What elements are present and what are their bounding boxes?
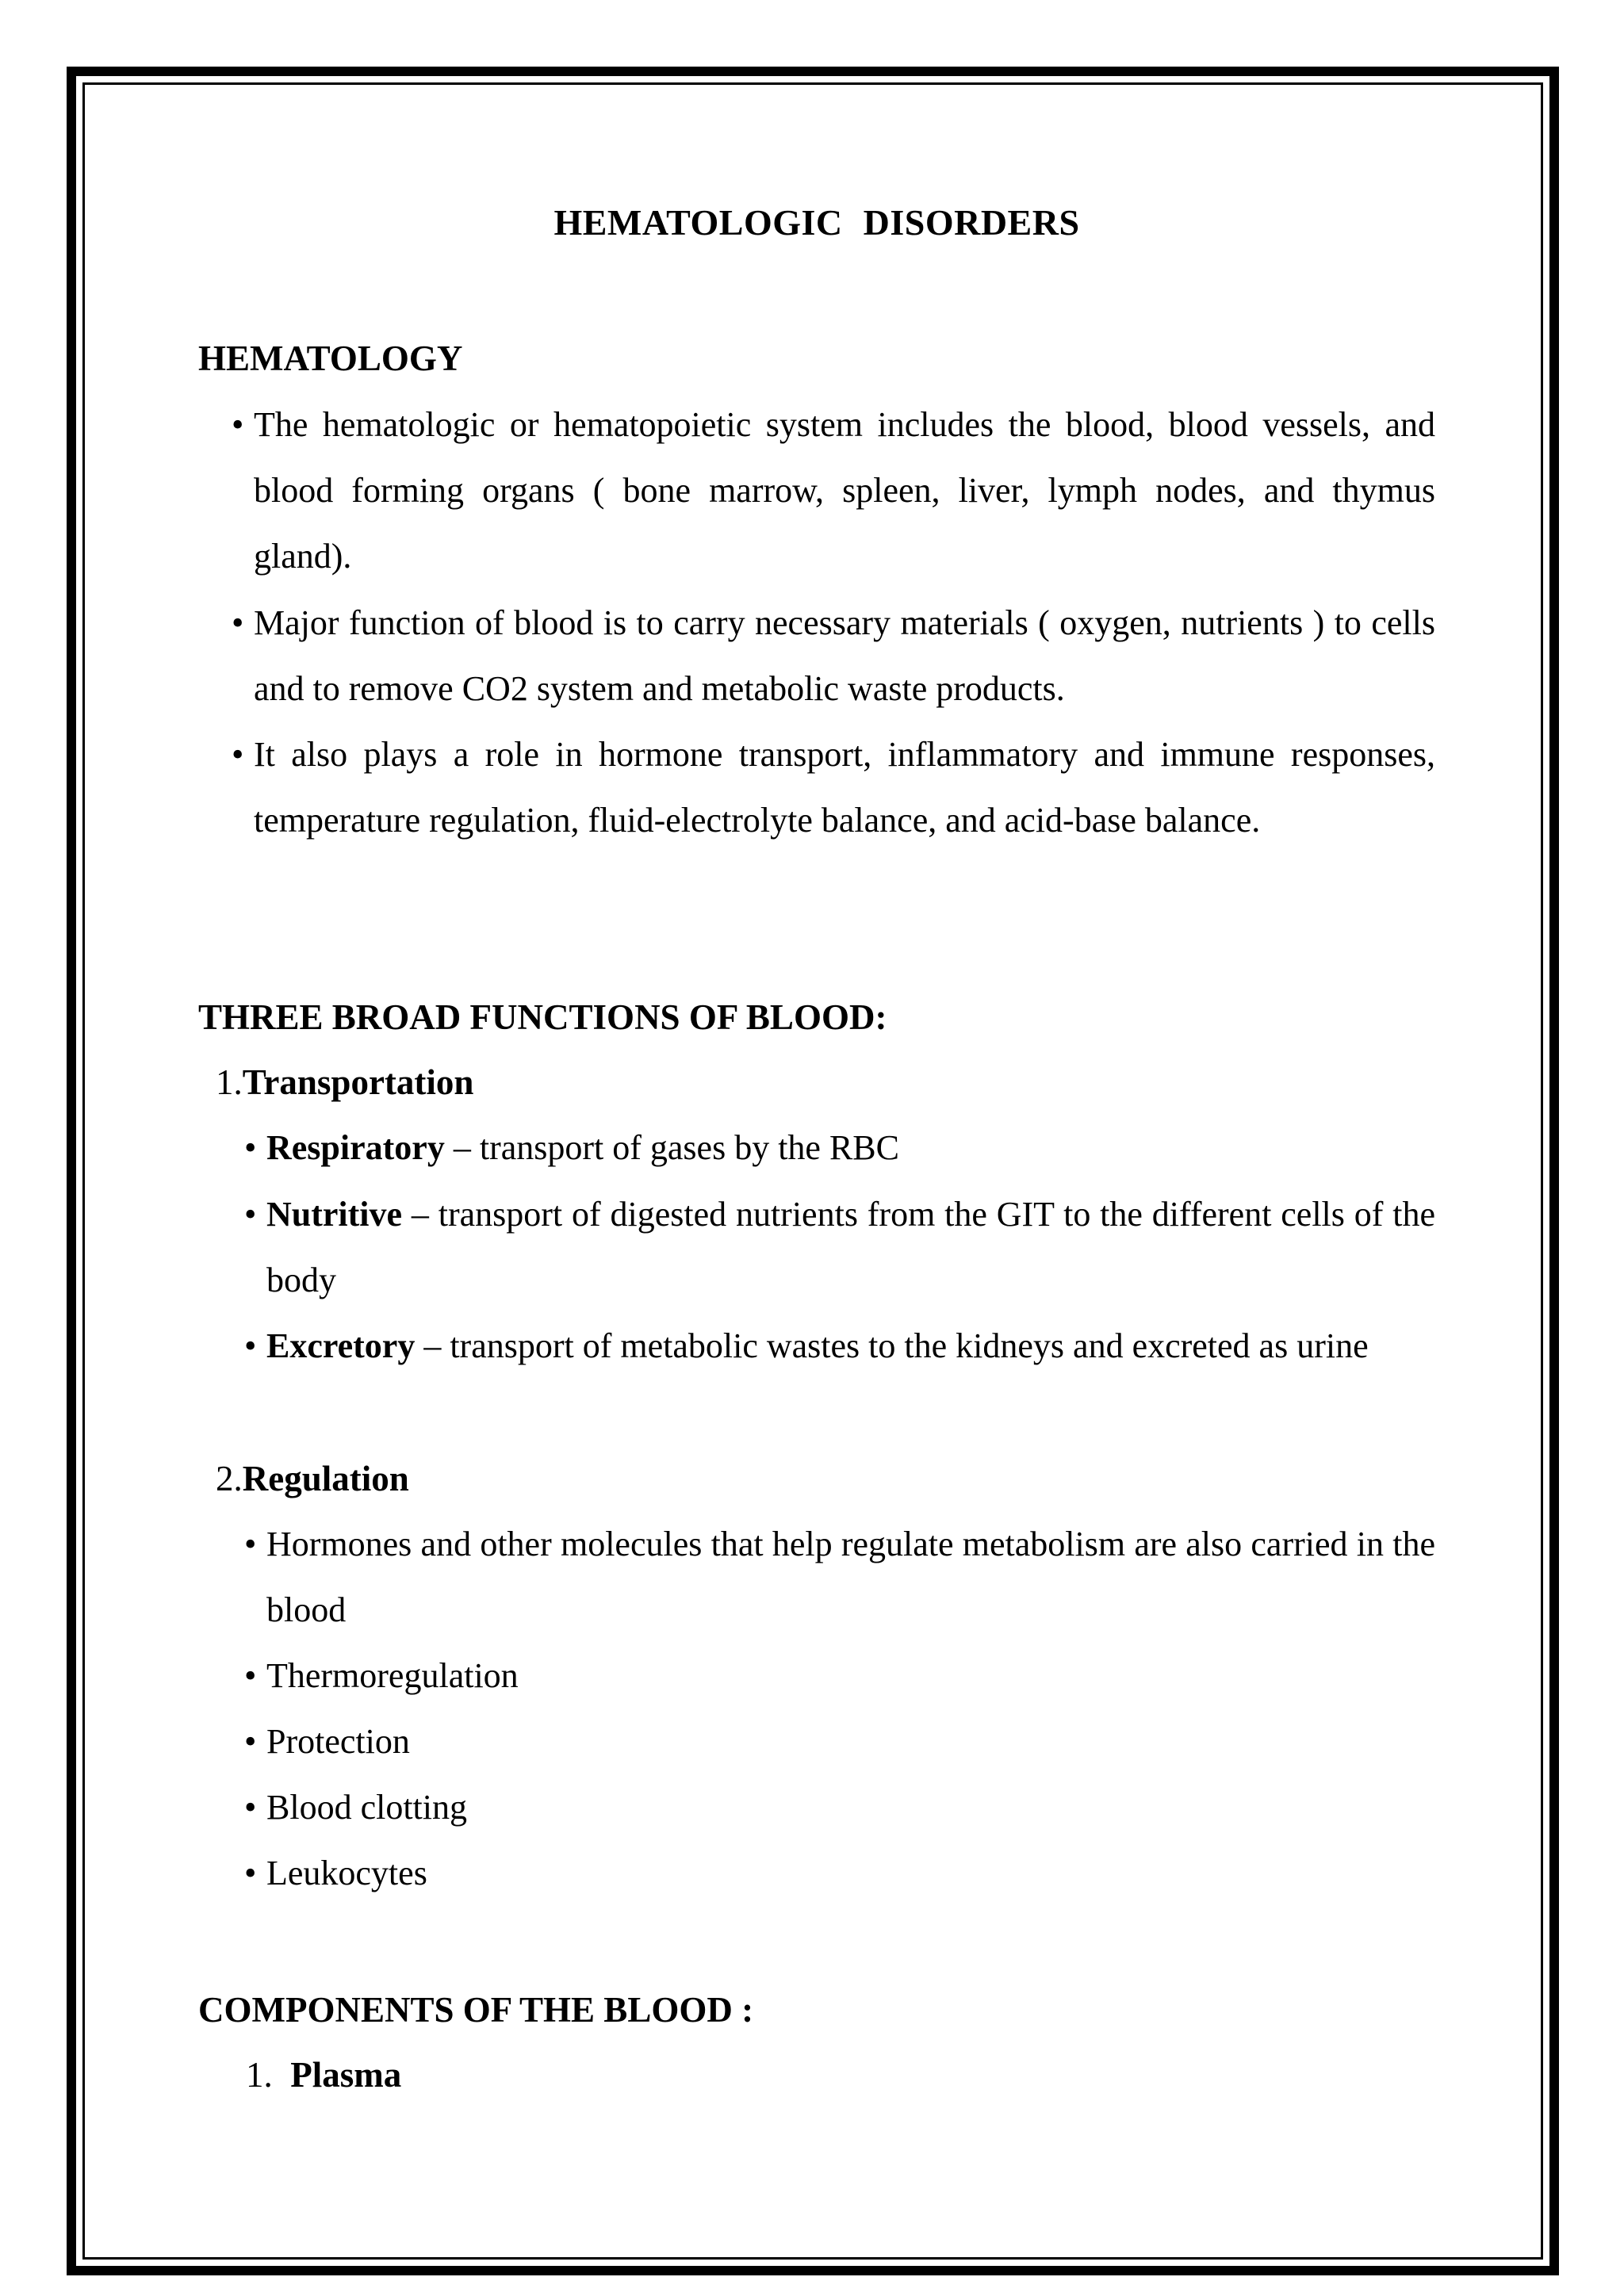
bullet-desc: – transport of gases by the RBC — [444, 1128, 900, 1167]
bullet-text: The hematologic or hematopoietic system includes the blood, blood vessels, and blood forming organs ( bone marrow, spleen, liver, lymph nodes, and thymus gland). — [254, 405, 1435, 576]
numbered-item-transportation — [216, 1056, 473, 1108]
bullet-dot: • — [244, 1525, 257, 1563]
bullet-text — [244, 1313, 1435, 1379]
bullet-dot: • — [244, 1128, 257, 1167]
bullet-desc: – transport of metabolic wastes to the kidneys and excreted as urine — [415, 1326, 1369, 1365]
bullet-dot: • — [244, 1788, 257, 1827]
bullet-item — [244, 1643, 1435, 1709]
bullet-text: It also plays a role in hormone transport, inflammatory and immune responses, temperature regulation, fluid-electrolyte balance, and acid-base balance. — [254, 735, 1435, 840]
bullet-text: Blood clotting — [266, 1788, 467, 1827]
bullet-item — [244, 1511, 1435, 1643]
item-number: 2. — [216, 1459, 243, 1498]
bullet-item — [244, 1313, 1435, 1379]
numbered-item-plasma — [246, 2049, 401, 2101]
section-heading-hematology: HEMATOLOGY — [198, 339, 463, 378]
bullet-text: Leukocytes — [266, 1854, 427, 1892]
bullet-item — [232, 721, 1435, 853]
bullet-item — [244, 1115, 1435, 1181]
bullet-item — [232, 590, 1435, 721]
bullet-item — [244, 1840, 1435, 1906]
bullet-item — [232, 392, 1435, 589]
bullet-dot: • — [244, 1656, 257, 1695]
item-number: 1. — [216, 1062, 243, 1102]
bullet-dot: • — [244, 1326, 257, 1365]
bullet-desc: – transport of digested nutrients from the GIT to the different cells of the body — [266, 1195, 1435, 1299]
bullet-item — [244, 1774, 1435, 1840]
document-title: HEMATOLOGIC DISORDERS — [553, 202, 1080, 243]
item-label: Regulation — [242, 1459, 409, 1498]
bullet-item — [244, 1181, 1435, 1313]
bullet-text — [244, 1115, 1435, 1181]
bullet-dot: • — [244, 1854, 257, 1892]
bullet-dot: • — [232, 603, 244, 642]
bullet-term: Excretory — [266, 1326, 416, 1365]
item-number: 1. — [246, 2055, 273, 2095]
bullet-dot: • — [244, 1195, 257, 1234]
bullet-text: Hormones and other molecules that help regulate metabolism are also carried in the blood — [266, 1525, 1435, 1629]
bullet-text: Thermoregulation — [266, 1656, 519, 1695]
numbered-item-regulation — [216, 1452, 409, 1505]
section-heading-functions: THREE BROAD FUNCTIONS OF BLOOD: — [198, 997, 887, 1037]
section-heading-components: COMPONENTS OF THE BLOOD : — [198, 1990, 754, 2030]
item-label: Transportation — [242, 1062, 474, 1102]
bullet-text — [244, 1181, 1435, 1313]
bullet-item — [244, 1709, 1435, 1774]
bullet-dot: • — [232, 735, 244, 774]
bullet-term: Nutritive — [266, 1195, 403, 1234]
item-label: Plasma — [290, 2055, 402, 2095]
bullet-dot: • — [232, 405, 244, 444]
bullet-text: Protection — [266, 1722, 410, 1761]
bullet-text: Major function of blood is to carry necessary materials ( oxygen, nutrients ) to cells and to remove CO2 system and metabolic waste products. — [254, 603, 1435, 708]
bullet-term: Respiratory — [266, 1128, 445, 1167]
bullet-dot: • — [244, 1722, 257, 1761]
